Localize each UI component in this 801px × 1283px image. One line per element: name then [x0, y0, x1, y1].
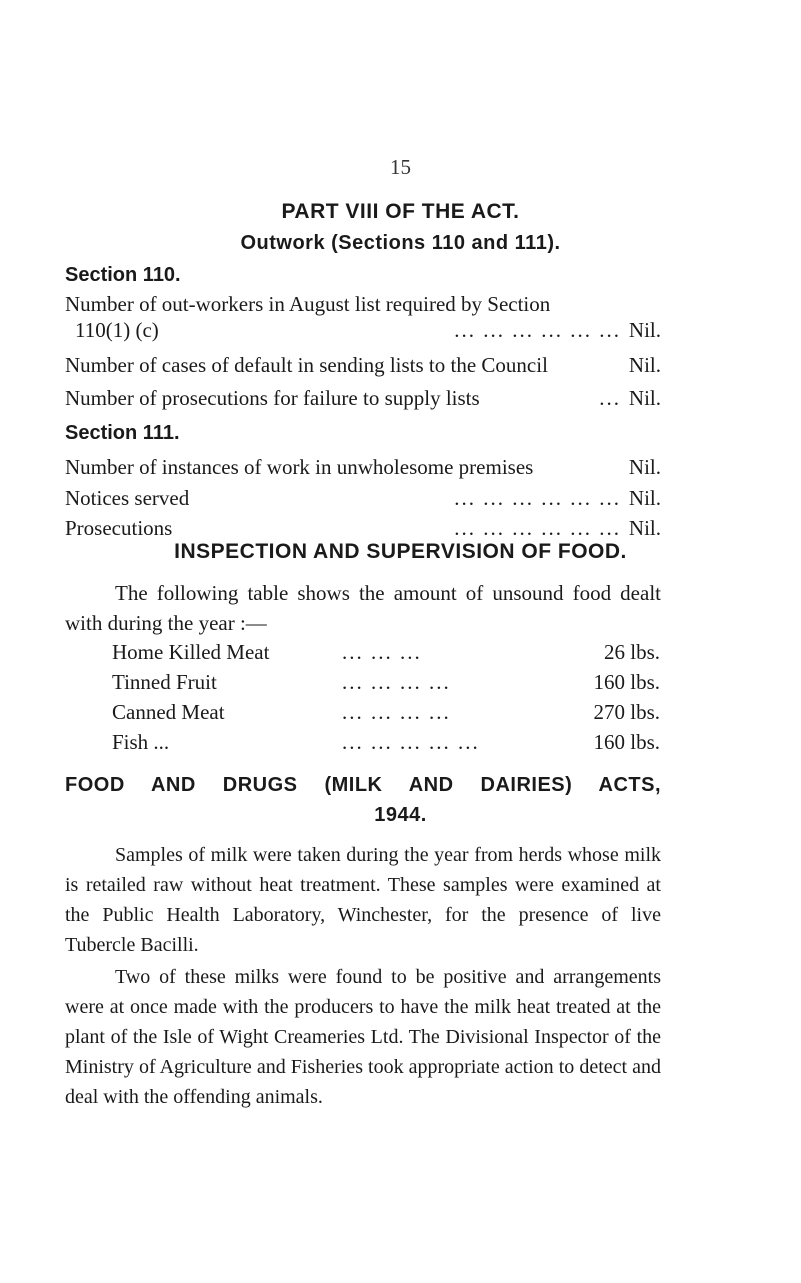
- food-drugs-title-line2: 1944.: [374, 804, 427, 826]
- food-item-value: 270 lbs.: [593, 700, 660, 724]
- row-label: Number of cases of default in sending lists to the Council: [65, 353, 548, 377]
- food-item-value: 26 lbs.: [603, 640, 660, 664]
- food-item-label: Canned Meat: [112, 700, 225, 724]
- leader-dots: ... ... ... ... ... ...: [454, 516, 621, 540]
- row-label: Number of instances of work in unwholesome premises: [65, 455, 534, 479]
- row-value: Nil.: [628, 516, 661, 540]
- leader-dots: ... ... ... ...: [342, 670, 451, 694]
- leader-dots: ... ... ...: [342, 640, 422, 664]
- leader-dots: ... ... ... ... ... ...: [454, 318, 621, 342]
- row-label: Number of prosecutions for failure to supply lists: [65, 386, 480, 410]
- leader-dots: ...: [599, 386, 621, 410]
- section-110-heading: Section 110.: [65, 264, 181, 286]
- leader-dots: ... ... ... ... ...: [342, 730, 480, 754]
- inspection-intro: [65, 578, 661, 638]
- row-value: Nil.: [628, 353, 661, 377]
- food-item-value: 160 lbs.: [593, 670, 660, 694]
- food-drugs-title-line1: FOOD AND DRUGS (MILK AND DAIRIES) ACTS,: [65, 774, 661, 796]
- intro-text: The following table shows the amount of unsound food dealt with during the year :—: [65, 581, 661, 635]
- page-number: 15: [390, 155, 411, 179]
- leader-dots: ... ... ... ... ... ...: [454, 486, 621, 510]
- food-drugs-paragraph-2: [65, 962, 661, 1112]
- paragraph-text: Two of these milks were found to be positive and arrangements were at once made with the producers to have the milk heat treated at the plant of the Isle of Wight Creameries Ltd. The Divisional Inspector of the Ministry of Agriculture and Fisheries took appropriate action to detect and deal with the offending animals.: [65, 966, 661, 1108]
- row-value: Nil.: [628, 386, 661, 410]
- section-111-heading: Section 111.: [65, 422, 180, 444]
- paragraph-text: Samples of milk were taken during the year from herds whose milk is retailed raw without heat treatment. These samples were examined at the Public Health Laboratory, Winchester, for the presence of live Tubercle Bacilli.: [65, 844, 661, 956]
- food-item-label: Tinned Fruit: [112, 670, 217, 694]
- part-title: PART VIII OF THE ACT.: [281, 200, 520, 223]
- inspection-title: INSPECTION AND SUPERVISION OF FOOD.: [174, 540, 627, 563]
- row-label: Prosecutions: [65, 516, 173, 540]
- leader-dots: ... ... ... ...: [342, 700, 451, 724]
- part-subtitle: Outwork (Sections 110 and 111).: [240, 232, 561, 254]
- row-value: Nil.: [628, 455, 661, 479]
- food-item-value: 160 lbs.: [593, 730, 660, 754]
- row-value: Nil.: [628, 486, 661, 510]
- food-item-label: Home Killed Meat: [112, 640, 270, 664]
- food-item-label: Fish ...: [112, 730, 170, 754]
- row-label: Notices served: [65, 486, 190, 510]
- row-label: 110(1) (c): [75, 318, 159, 342]
- row-value: Nil.: [628, 318, 661, 342]
- row-label: Number of out-workers in August list required by Section: [65, 292, 551, 316]
- food-drugs-paragraph-1: [65, 840, 661, 960]
